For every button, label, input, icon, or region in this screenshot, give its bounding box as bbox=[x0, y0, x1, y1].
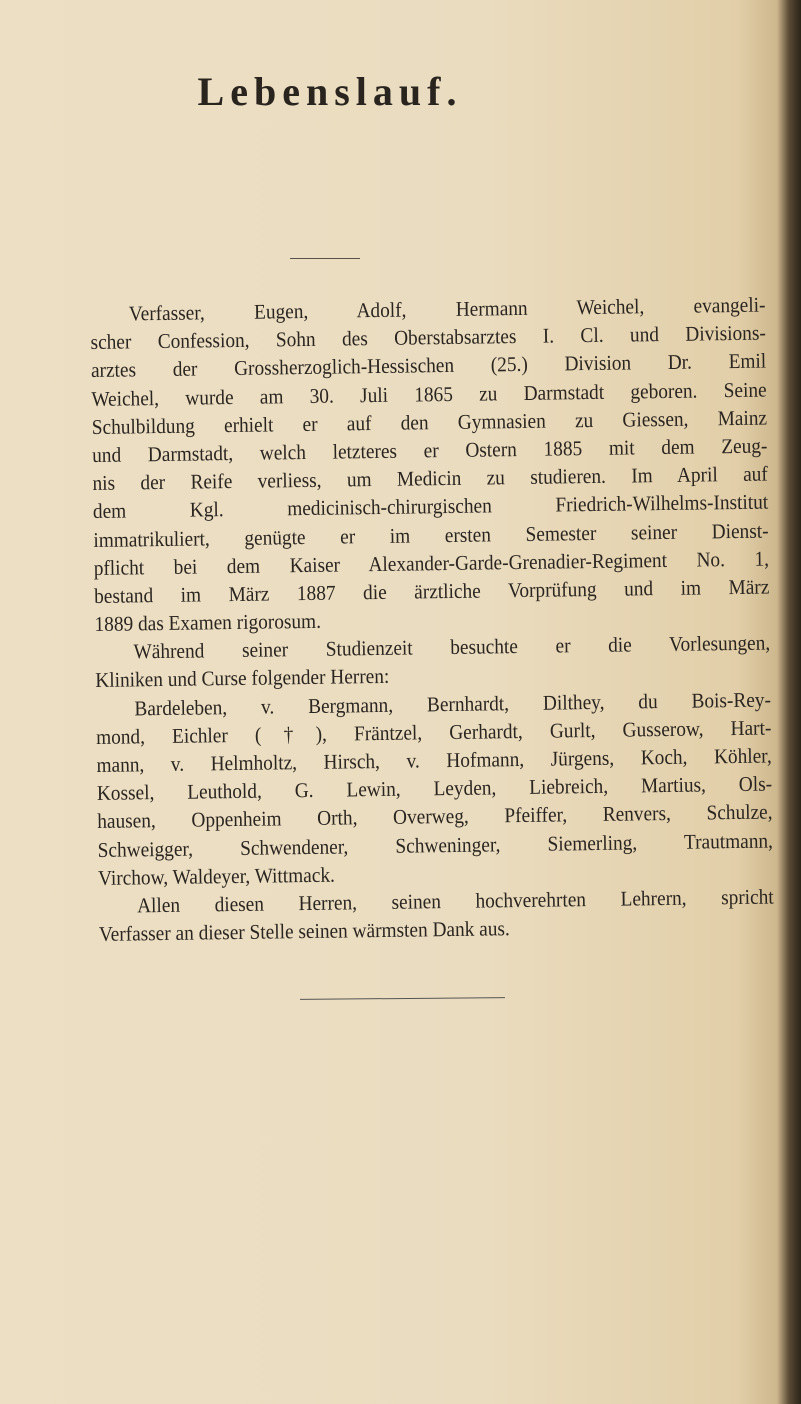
text-line: immatrikuliert, genügte er im ersten Semester seiner Dienst- bbox=[93, 518, 769, 552]
text-line: Kossel, Leuthold, G. Lewin, Leyden, Liebreich, Martius, Ols- bbox=[96, 771, 773, 806]
text-line: Verfasser, Eugen, Adolf, Hermann Weichel, evangeli- bbox=[128, 292, 766, 326]
text-line: mann, v. Helmholtz, Hirsch, v. Hofmann, Jürgens, Koch, Köhler, bbox=[96, 743, 772, 777]
text-line: Virchow, Waldeyer, Wittmack. bbox=[97, 862, 336, 890]
text-line: nis der Reife verliess, um Medicin zu studieren. Im April auf bbox=[92, 461, 768, 496]
text-line: 1889 das Examen rigorosum. bbox=[94, 608, 322, 637]
text-line: Allen diesen Herren, seinen hochverehrten Lehrern, spricht bbox=[136, 884, 774, 918]
text-line: Während seiner Studienzeit besuchte er die Vorlesungen, bbox=[133, 630, 771, 664]
text-line: Bardeleben, v. Bergmann, Bernhardt, Dilthey, du Bois-Rey- bbox=[134, 687, 772, 721]
text-line: Schulbildung erhielt er auf den Gymnasien zu Giessen, Mainz bbox=[91, 405, 768, 439]
text-line: scher Confession, Sohn des Oberstabsarztes I. Cl. und Divisions- bbox=[90, 320, 766, 355]
text-line: Schweigger, Schwendener, Schweninger, Siemerling, Trautmann, bbox=[97, 828, 774, 862]
title-divider bbox=[290, 258, 360, 259]
text-line: bestand im März 1887 die ärztliche Vorprüfung und im März bbox=[93, 574, 770, 608]
text-line: Verfasser an dieser Stelle seinen wärmsten Dank aus. bbox=[98, 916, 510, 947]
text-line: Weichel, wurde am 30. Juli 1865 zu Darmstadt geboren. Seine bbox=[91, 377, 767, 411]
text-line: dem Kgl. medicinisch-chirurgischen Friedrich-Wilhelms-Institut bbox=[92, 489, 769, 524]
text-line: hausen, Oppenheim Orth, Overweg, Pfeiffer, Renvers, Schulze, bbox=[97, 799, 773, 834]
text-line: arztes der Grossherzoglich-Hessischen (25.) Division Dr. Emil bbox=[90, 348, 767, 383]
text-line: und Darmstadt, welch letzteres er Ostern 1885 mit dem Zeug- bbox=[91, 433, 768, 467]
end-ornament bbox=[300, 997, 505, 1003]
page-title: Lebenslauf. bbox=[197, 69, 463, 114]
document-body bbox=[90, 291, 774, 949]
text-line: mond, Eichler (†), Fräntzel, Gerhardt, Gurlt, Gusserow, Hart- bbox=[95, 715, 772, 749]
text-line: Kliniken und Curse folgender Herren: bbox=[95, 664, 390, 693]
text-line: pflicht bei dem Kaiser Alexander-Garde-Grenadier-Regiment No. 1, bbox=[93, 546, 770, 580]
